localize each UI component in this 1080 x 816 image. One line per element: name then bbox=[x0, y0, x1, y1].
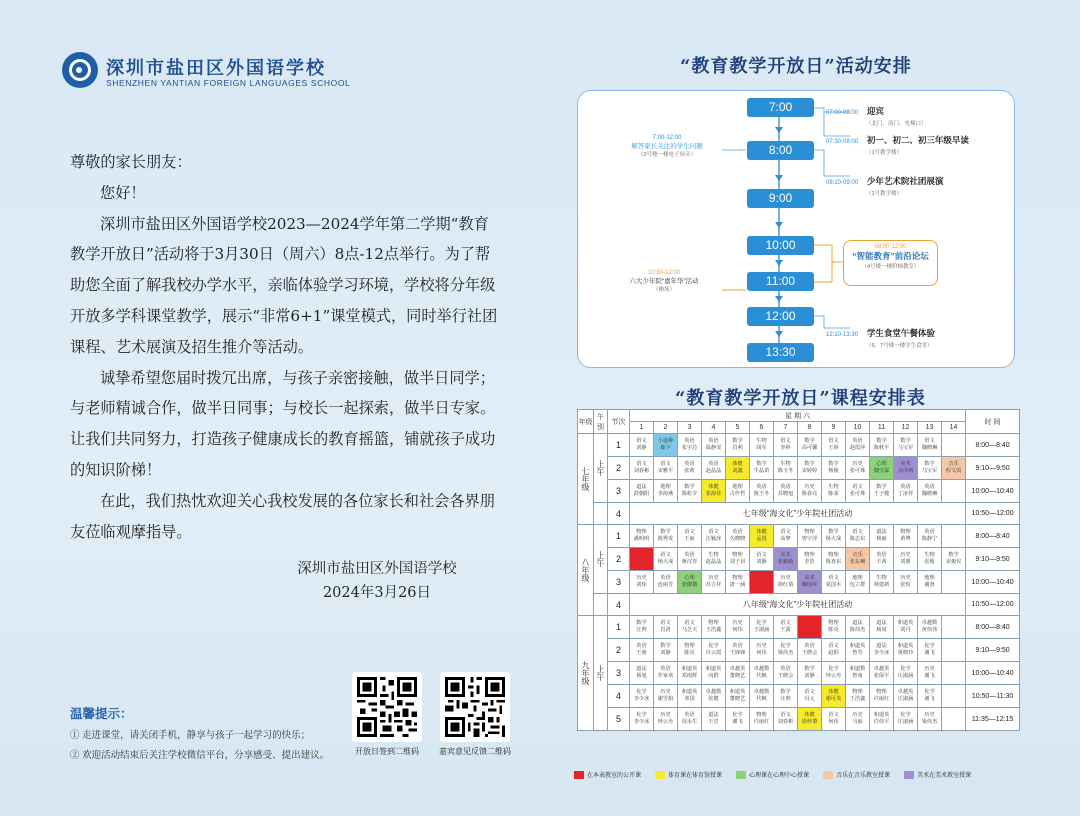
timetable-legend bbox=[574, 770, 971, 779]
course-cell: 卓越数 代枫 bbox=[750, 662, 774, 685]
course-cell: 化学 谢飞 bbox=[918, 639, 942, 662]
course-cell: 英语 苏晓旭 bbox=[774, 480, 798, 503]
course-cell: 化学 庄淑涵 bbox=[894, 662, 918, 685]
course-cell: 英语 陈静宁 bbox=[918, 525, 942, 548]
course-cell: 物理 刘子昂 bbox=[726, 548, 750, 571]
event-welcome: 07:00-08:00 迎宾 （北门、南门、电梯口） bbox=[826, 106, 927, 127]
class-header: 14 bbox=[942, 422, 966, 434]
course-cell: 物理 许丽红 bbox=[750, 708, 774, 731]
course-cell: 历史 刘鼎 bbox=[894, 548, 918, 571]
course-cell: 历史 张可珠 bbox=[846, 457, 870, 480]
course-cell: 和道英 许伟平 bbox=[870, 708, 894, 731]
course-cell: 物理 李浩 bbox=[798, 548, 822, 571]
letter-paragraph-3: 在此，我们热忱欢迎关心我校发展的各位家长和社会各界朋友莅临观摩指导。 bbox=[70, 491, 495, 541]
course-cell: 道法 杨旭 bbox=[630, 662, 654, 685]
club-activity-band: 八年级“海文化”少年院社团活动 bbox=[630, 594, 966, 616]
period-time: 9:10—9:50 bbox=[966, 457, 1020, 480]
course-cell: 卓越英 庄淑涵 bbox=[894, 685, 918, 708]
course-cell: 历史 谢飞 bbox=[918, 662, 942, 685]
ampm-label: 上午 bbox=[594, 434, 608, 503]
course-cell bbox=[798, 616, 822, 639]
grade-label: 八年级 bbox=[578, 525, 594, 616]
course-cell: 英语 周永生 bbox=[678, 708, 702, 731]
course-cell: 语文 肖清 bbox=[654, 616, 678, 639]
course-cell: 美术 张毅敏 bbox=[774, 548, 798, 571]
course-cell bbox=[942, 639, 966, 662]
course-cell: 语文 宋雅平 bbox=[654, 457, 678, 480]
course-cell: 英语 丁冰祥 bbox=[894, 480, 918, 503]
course-cell: 物理 许丽红 bbox=[870, 685, 894, 708]
course-cell: 地理 谢蓉 bbox=[918, 571, 942, 594]
course-cell: 数学 马宝军 bbox=[918, 457, 942, 480]
class-header: 13 bbox=[918, 422, 942, 434]
course-cell: 和道数 曾南 bbox=[846, 662, 870, 685]
ampm-label: 上午 bbox=[594, 616, 608, 731]
course-cell bbox=[750, 571, 774, 594]
course-cell: 卓越英 董晓艺 bbox=[726, 662, 750, 685]
period-number: 3 bbox=[608, 571, 630, 594]
course-cell: 英语 关晓晓 bbox=[726, 525, 750, 548]
course-cell bbox=[942, 480, 966, 503]
course-cell: 心理 张微微 bbox=[678, 571, 702, 594]
tip-2: ② 欢迎活动结束后关注学校微信平台，分享感受、提出建议。 bbox=[70, 750, 330, 761]
course-cell: 历史 谢雪娟 bbox=[654, 685, 678, 708]
course-cell bbox=[942, 616, 966, 639]
period-number: 4 bbox=[608, 685, 630, 708]
event-carnival: 10:50-12:00 六大少年院“嘉年华”活动 （操场） bbox=[629, 270, 699, 293]
course-cell: 数学 刘静 bbox=[654, 639, 678, 662]
course-cell: 数学 肖利 bbox=[726, 434, 750, 457]
course-cell: 化学 钟云舟 bbox=[822, 662, 846, 685]
period-time: 8:00—8:40 bbox=[966, 525, 1020, 548]
period-time: 9:10—9:50 bbox=[966, 639, 1020, 662]
class-header: 12 bbox=[894, 422, 918, 434]
course-cell bbox=[942, 525, 966, 548]
course-cell: 数学 汪帅 bbox=[630, 616, 654, 639]
class-header: 2 bbox=[654, 422, 678, 434]
header-ampm: 午别 bbox=[594, 410, 608, 434]
course-cell: 体健 徐梓肇 bbox=[798, 708, 822, 731]
course-cell: 心理 魏雪霖 bbox=[870, 457, 894, 480]
ampm-blank bbox=[594, 594, 608, 616]
course-cell: 语文 杨大成 bbox=[654, 548, 678, 571]
course-cell: 道法 陈伟杰 bbox=[846, 616, 870, 639]
course-cell: 和道英 曾寿 bbox=[846, 639, 870, 662]
grade-label: 七年级 bbox=[578, 434, 594, 525]
course-cell: 语文 王露 bbox=[774, 616, 798, 639]
period-time: 8:00—8:40 bbox=[966, 616, 1020, 639]
period-time: 11:35—12:15 bbox=[966, 708, 1020, 731]
header-time: 时 间 bbox=[966, 410, 1020, 434]
class-header: 6 bbox=[750, 422, 774, 434]
period-number: 2 bbox=[608, 639, 630, 662]
tips-list bbox=[70, 726, 329, 766]
course-cell: 体健 谢可芙 bbox=[822, 685, 846, 708]
course-cell: 化学 许云霞 bbox=[702, 639, 726, 662]
legend-red: 在本表教室的公开课 bbox=[574, 770, 641, 779]
time-1000: 10:00 bbox=[747, 236, 814, 255]
period-time: 8:00—8:40 bbox=[966, 434, 1020, 457]
course-cell: 数学 牛晶苗 bbox=[750, 457, 774, 480]
course-cell bbox=[942, 571, 966, 594]
class-header: 3 bbox=[678, 422, 702, 434]
course-cell: 语文 刘静 bbox=[750, 548, 774, 571]
signature-date: 2024年3月26日 bbox=[322, 585, 432, 601]
course-cell: 语文 刘春彬 bbox=[774, 708, 798, 731]
course-cell: 英语 张宇芯 bbox=[678, 434, 702, 457]
course-cell: 数学 马宝军 bbox=[894, 434, 918, 457]
course-cell: 道法 王岩 bbox=[702, 708, 726, 731]
course-cell: 和道英 邓雨辉 bbox=[678, 662, 702, 685]
course-cell: 语文 王婷 bbox=[822, 434, 846, 457]
course-cell: 英语 连丽芳 bbox=[654, 571, 678, 594]
course-cell: 物理 曾宇浮 bbox=[798, 525, 822, 548]
period-number: 1 bbox=[608, 525, 630, 548]
timetable-title: “教育教学开放日”课程安排表 bbox=[675, 388, 926, 409]
course-cell: 语文 马芝天 bbox=[678, 616, 702, 639]
class-header: 5 bbox=[726, 422, 750, 434]
club-activity-band: 七年级“海文化”少年院社团活动 bbox=[630, 503, 966, 525]
course-cell: 道法 杨丽 bbox=[870, 525, 894, 548]
course-cell: 历史 钟云舟 bbox=[654, 708, 678, 731]
course-cell bbox=[942, 708, 966, 731]
course-cell: 物理 王浩鑫 bbox=[702, 616, 726, 639]
course-cell: 生物 林建新 bbox=[870, 571, 894, 594]
course-cell: 英语 王萌 bbox=[630, 639, 654, 662]
course-cell: 和道英 黄晓玲 bbox=[894, 639, 918, 662]
course-cell: 语文 高梦 bbox=[774, 525, 798, 548]
grade-label: 九年级 bbox=[578, 616, 594, 731]
course-cell: 语文 夏国木 bbox=[822, 571, 846, 594]
course-cell: 语文 冯元 bbox=[798, 685, 822, 708]
school-name-cn: 深圳市盐田区外国语学校 bbox=[106, 58, 326, 79]
course-cell: 语文 刘春彬 bbox=[630, 457, 654, 480]
course-cell: 语文 陈志东 bbox=[846, 525, 870, 548]
course-cell: 历史 梁伟杰 bbox=[918, 708, 942, 731]
letter-greeting: 尊敬的家长朋友： bbox=[70, 153, 192, 171]
course-cell: 英语 蒋汉青 bbox=[678, 548, 702, 571]
course-cell: 数学 宋婷婷 bbox=[798, 457, 822, 480]
legend-purple: 美术在美术教室授课 bbox=[904, 770, 971, 779]
course-cell bbox=[942, 662, 966, 685]
period-number: 3 bbox=[608, 662, 630, 685]
course-cell: 数学 高可馨 bbox=[798, 434, 822, 457]
feedback-qr-code[interactable] bbox=[440, 672, 510, 742]
course-cell: 数学 杨俊 bbox=[822, 457, 846, 480]
course-cell: 英语 赵霞萍 bbox=[846, 434, 870, 457]
event-art-show: 08:10-09:00 少年艺术院社团展演 （1号教学楼） bbox=[826, 176, 944, 197]
course-cell: 卓越英 张保平 bbox=[870, 662, 894, 685]
period-time: 9:10—9:50 bbox=[966, 548, 1020, 571]
course-cell: 化学 谢飞 bbox=[918, 685, 942, 708]
course-cell: 历史 何伟 bbox=[726, 616, 750, 639]
period-number: 1 bbox=[608, 434, 630, 457]
period-time: 10:00—10:40 bbox=[966, 571, 1020, 594]
time-1100: 11:00 bbox=[747, 272, 814, 291]
course-cell: 历史 陈春亮 bbox=[798, 480, 822, 503]
course-cell: 数学 杨大成 bbox=[822, 525, 846, 548]
time-0700: 7:00 bbox=[747, 98, 814, 117]
course-cell: 语文 李婷 bbox=[774, 434, 798, 457]
course-cell: 语文 汪颖泽 bbox=[702, 525, 726, 548]
course-cell: 音乐 程文霞 bbox=[942, 457, 966, 480]
course-cell: 历史 徐红倩 bbox=[774, 571, 798, 594]
course-cell: 数学 陈秋平 bbox=[870, 434, 894, 457]
course-cell: 化学 梁伟杰 bbox=[774, 639, 798, 662]
class-header: 4 bbox=[702, 422, 726, 434]
course-cell: 历史 苏吉祥 bbox=[702, 571, 726, 594]
course-cell: 地理 李海燕 bbox=[654, 480, 678, 503]
course-cell: 化学 李少冰 bbox=[630, 685, 654, 708]
class-header: 11 bbox=[870, 422, 894, 434]
course-cell: 数学 陈秀发 bbox=[654, 525, 678, 548]
course-cell: 语文 何伟 bbox=[822, 708, 846, 731]
course-cell: 物理 陈喜东 bbox=[822, 548, 846, 571]
course-cell: 道法 李少冰 bbox=[870, 639, 894, 662]
course-cell: 化学 谢飞 bbox=[726, 708, 750, 731]
period-time: 10:50—12:00 bbox=[966, 503, 1020, 525]
school-name-en: SHENZHEN YANTIAN FOREIGN LANGUAGES SCHOOL bbox=[106, 78, 351, 88]
course-cell: 历史 张恒 bbox=[894, 571, 918, 594]
course-cell: 英语 王晓会 bbox=[774, 662, 798, 685]
course-cell: 道法 杨周 bbox=[870, 616, 894, 639]
course-cell: 数学 陈粒夕 bbox=[678, 480, 702, 503]
course-cell: 英语 罗家欢 bbox=[654, 662, 678, 685]
course-cell: 数学 王子健 bbox=[870, 480, 894, 503]
period-number: 2 bbox=[608, 457, 630, 480]
course-cell: 体健 张海佳 bbox=[702, 480, 726, 503]
letter-paragraph-1: 深圳市盐田区外国语学校2023—2024学年第二学期“教育教学开放日”活动将于3月30日（周六）8点-12点举行。为了帮助您全面了解我校办学水平，亲临体验学习环境，学校将分年级开放多学科课堂教学，展示“非常6+1”课堂模式，同时举行社团课程、艺术展演及招生推介等活动。 bbox=[70, 214, 498, 356]
time-0900: 9:00 bbox=[747, 189, 814, 208]
course-cell: 英语 温静雯 bbox=[702, 434, 726, 457]
course-cell: 卓越数 黄伟伟 bbox=[918, 616, 942, 639]
course-cell: 英语 王锋锋 bbox=[726, 639, 750, 662]
course-cell: 和道英 邓国 bbox=[678, 685, 702, 708]
signature-school: 深圳市盐田区外国语学校 bbox=[297, 561, 457, 577]
time-1330: 13:30 bbox=[747, 343, 814, 362]
course-cell: 英语 赵晶晶 bbox=[702, 457, 726, 480]
legend-pink: 音乐在音乐教室授课 bbox=[823, 770, 890, 779]
course-cell: 数学 宋俊仪 bbox=[942, 548, 966, 571]
course-cell: 体健 刘鑫 bbox=[726, 457, 750, 480]
course-cell: 小道种 森下 bbox=[654, 434, 678, 457]
course-cell: 和道英 董晓艺 bbox=[726, 685, 750, 708]
course-cell: 化学 王淑涵 bbox=[750, 616, 774, 639]
class-header: 9 bbox=[822, 422, 846, 434]
period-number: 1 bbox=[608, 616, 630, 639]
course-cell: 语文 魏晓琳 bbox=[918, 434, 942, 457]
time-1200: 12:00 bbox=[747, 307, 814, 326]
header-period: 节次 bbox=[608, 410, 630, 434]
course-cell: 英语 王晓会 bbox=[798, 639, 822, 662]
feedback-qr-label: 嘉宾意见反馈二维码 bbox=[439, 747, 511, 756]
course-cell: 卓越数 代枫 bbox=[750, 685, 774, 708]
event-parent-qa: 7:00-12:00 解答家长关注的学生问题 （2号楼一楼电子屏旁） bbox=[631, 135, 703, 158]
tip-1: ① 走进课堂，请关闭手机，静享与孩子一起学习的快乐； bbox=[70, 730, 311, 741]
ampm-blank bbox=[594, 503, 608, 525]
period-number: 5 bbox=[608, 708, 630, 731]
class-header: 10 bbox=[846, 422, 870, 434]
legend-green: 心理课在心理中心授课 bbox=[736, 770, 809, 779]
invitation-letter bbox=[70, 147, 500, 547]
period-number: 4 bbox=[608, 503, 630, 525]
course-cell: 英语 陈王冬 bbox=[750, 480, 774, 503]
course-cell bbox=[630, 548, 654, 571]
event-morning-reading: 07:30-08:00 初一、初二、初三年级早读 （1号教学楼） bbox=[826, 135, 969, 156]
course-cell: 物理 潘明明 bbox=[630, 525, 654, 548]
ampm-label: 上午 bbox=[594, 525, 608, 594]
course-cell: 语文 张可珠 bbox=[846, 480, 870, 503]
course-cell: 和道英 向群 bbox=[702, 662, 726, 685]
course-cell: 卓越数 张健 bbox=[702, 685, 726, 708]
course-cell: 英语 魏晓琳 bbox=[918, 480, 942, 503]
course-cell: 生物 胡军 bbox=[750, 434, 774, 457]
course-cell: 体健 孟悦 bbox=[750, 525, 774, 548]
course-cell: 地理 古作哲 bbox=[726, 480, 750, 503]
event-forum: 08:00-12:00 “智能教育”前沿论坛 （4号楼一楼阶梯教室） bbox=[843, 240, 938, 286]
course-cell: 生物 张俊 bbox=[918, 548, 942, 571]
course-cell: 道法 鼓朝阳 bbox=[630, 480, 654, 503]
course-cell: 化学 庄淑涵 bbox=[894, 708, 918, 731]
signin-qr-code[interactable] bbox=[352, 672, 422, 742]
header-day: 星 期 六 bbox=[630, 410, 966, 422]
course-cell: 化学 李少冰 bbox=[630, 708, 654, 731]
course-cell: 语文 刘静 bbox=[630, 434, 654, 457]
course-cell: 英语 张莉 bbox=[678, 457, 702, 480]
school-logo-icon bbox=[62, 52, 98, 88]
course-cell: 音乐 张东琳 bbox=[846, 548, 870, 571]
period-number: 4 bbox=[608, 594, 630, 616]
course-cell: 美术 余泽萌 bbox=[894, 457, 918, 480]
letter-signature bbox=[282, 557, 472, 605]
course-cell: 物理 王浩鑫 bbox=[846, 685, 870, 708]
letter-hello: 您好！ bbox=[100, 183, 146, 202]
course-cell: 美术 戴瑶萍 bbox=[798, 571, 822, 594]
time-0800: 8:00 bbox=[747, 141, 814, 160]
course-cell: 物理 黄博 bbox=[894, 525, 918, 548]
period-time: 10:50—12:00 bbox=[966, 594, 1020, 616]
course-cell: 生物 陈玉冬 bbox=[774, 457, 798, 480]
course-cell: 语文 赵阳 bbox=[822, 639, 846, 662]
course-cell: 历史 马丽 bbox=[846, 708, 870, 731]
course-cell: 物理 唐一涵 bbox=[726, 571, 750, 594]
legend-yellow: 体育课在体育馆授课 bbox=[655, 770, 722, 779]
schedule-title: “教育教学开放日”活动安排 bbox=[680, 56, 912, 77]
period-time: 10:00—10:40 bbox=[966, 480, 1020, 503]
period-number: 3 bbox=[608, 480, 630, 503]
class-header: 8 bbox=[798, 422, 822, 434]
course-cell: 历史 刘炜 bbox=[630, 571, 654, 594]
course-cell: 物理 陈亮 bbox=[822, 616, 846, 639]
course-cell: 历史 何伟 bbox=[750, 639, 774, 662]
course-cell: 语文 王丽 bbox=[678, 525, 702, 548]
course-cell: 和道英 刘丹 bbox=[894, 616, 918, 639]
event-lunch: 12:10-13:30 学生食堂午餐体验 （6、7号楼一楼学生食堂） bbox=[826, 328, 935, 349]
tips-title: 温馨提示： bbox=[70, 707, 133, 721]
letter-paragraph-2: 诚挚希望您届时拨冗出席，与孩子亲密接触，做半日同学；与老师精诚合作，做半日同事；与校长一起探索，做半日专家。让我们共同努力，打造孩子健康成长的教育摇篮，铺就孩子成功的知识阶梯！ bbox=[70, 368, 496, 479]
course-cell: 地理 包立群 bbox=[846, 571, 870, 594]
course-cell bbox=[942, 685, 966, 708]
period-number: 2 bbox=[608, 548, 630, 571]
class-header: 7 bbox=[774, 422, 798, 434]
course-cell bbox=[942, 434, 966, 457]
timetable bbox=[577, 409, 1019, 731]
course-cell: 生物 陈荣 bbox=[822, 480, 846, 503]
course-cell: 生物 赵晶晶 bbox=[702, 548, 726, 571]
course-cell: 数学 汪帅 bbox=[774, 685, 798, 708]
course-cell: 物理 陈亮 bbox=[678, 639, 702, 662]
signin-qr-label: 开放日签到二维码 bbox=[355, 747, 419, 756]
course-cell: 英语 王茜 bbox=[870, 548, 894, 571]
course-cell: 数学 刘静 bbox=[798, 662, 822, 685]
class-header: 1 bbox=[630, 422, 654, 434]
period-time: 10:00—10:40 bbox=[966, 662, 1020, 685]
period-time: 10:50—11:30 bbox=[966, 685, 1020, 708]
header-grade: 年级 bbox=[578, 410, 594, 434]
